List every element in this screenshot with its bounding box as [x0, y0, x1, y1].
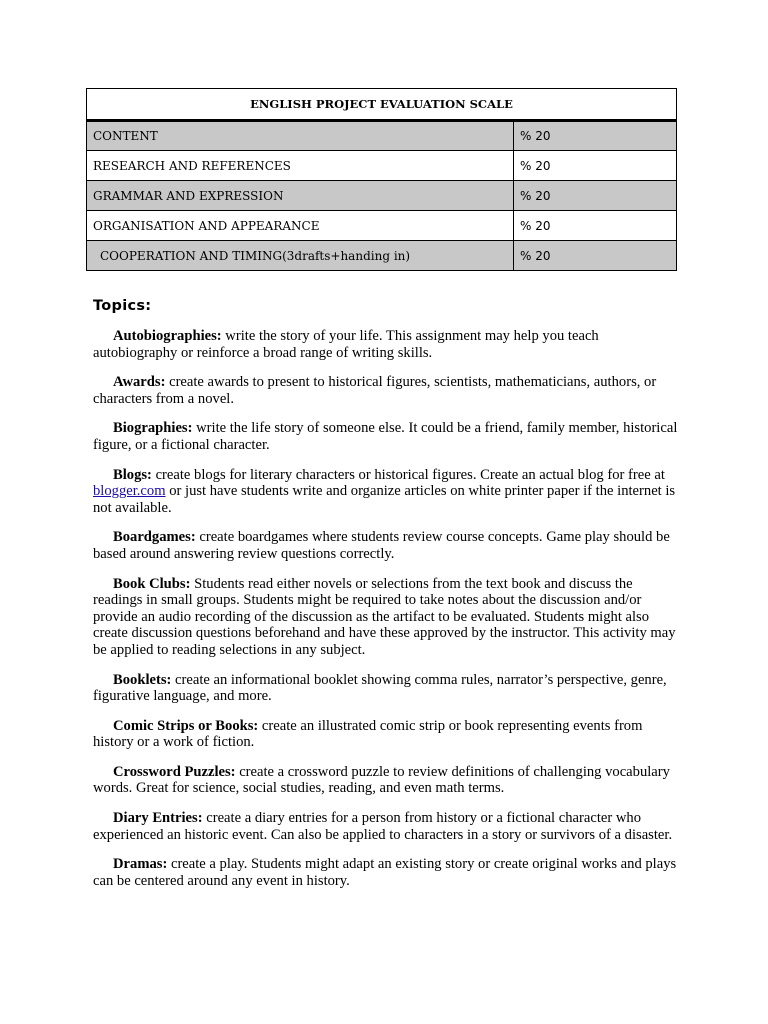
- topic-paragraph: [93, 467, 683, 517]
- topic-text: write the life story of someone else. It could be a friend, family member, historical figure, or a fictional character.: [93, 420, 678, 453]
- topic-paragraph: [93, 529, 683, 562]
- topic-paragraph: [93, 672, 683, 705]
- topic-text: write the story of your life. This assignment may help you teach autobiography or reinforce a broad range of writing skills.: [93, 328, 599, 361]
- table-row: [87, 241, 677, 271]
- table-row: [87, 211, 677, 241]
- topic-name: Boardgames:: [113, 529, 196, 546]
- topic-name: Crossword Puzzles:: [113, 763, 236, 780]
- topics-heading: Topics:: [93, 298, 152, 314]
- blogger-link[interactable]: blogger.com: [93, 483, 166, 500]
- weight-cell: % 20: [514, 151, 677, 181]
- table-row: [87, 181, 677, 211]
- topic-text: Students read either novels or selections from the text book and discuss the readings in small groups. Students might be required to take notes about the discussion and/or provide an audio recording of the discussion as the artifact to be evaluated. Students might also create discussion questions beforehand and have these approved by the instructor. This activity may be applied to reading selections in any subject.: [93, 575, 676, 658]
- topic-name: Autobiographies:: [113, 328, 222, 344]
- table-row: [87, 121, 677, 151]
- weight-cell: % 20: [514, 121, 677, 151]
- weight-cell: % 20: [514, 241, 677, 271]
- criterion-cell: COOPERATION AND TIMING(3drafts+handing in): [87, 241, 514, 271]
- topic-name: Dramas:: [113, 856, 168, 873]
- weight-cell: % 20: [514, 211, 677, 241]
- topic-paragraph: [93, 328, 683, 361]
- topic-paragraph: [93, 420, 683, 453]
- topic-name: Biographies:: [113, 420, 193, 437]
- topic-text-after-link: or just have students write and organize articles on white printer paper if the internet is not available.: [93, 483, 676, 516]
- table-header-row: [87, 89, 677, 121]
- topic-name: Book Clubs:: [113, 575, 191, 592]
- topic-text: create a diary entries for a person from history or a fictional character who experienced an historic event. Can also be applied to characters in a story or survivors of a disaster.: [93, 810, 673, 843]
- topic-name: Awards:: [113, 374, 166, 391]
- topic-text: create a play. Students might adapt an existing story or create original works and plays can be centered around any event in history.: [93, 856, 677, 889]
- weight-cell: % 20: [514, 181, 677, 211]
- criterion-cell: CONTENT: [87, 121, 514, 151]
- table-row: [87, 151, 677, 181]
- topic-name: Blogs:: [113, 466, 152, 483]
- topic-paragraph: [93, 856, 683, 889]
- topic-name: Diary Entries:: [113, 810, 203, 827]
- topic-paragraph: [93, 576, 683, 659]
- topic-paragraph: [93, 718, 683, 751]
- topic-text: create a crossword puzzle to review definitions of challenging vocabulary words. Great for science, social studies, reading, and even math terms.: [93, 763, 670, 797]
- topic-text: create awards to present to historical figures, scientists, mathematicians, authors, or characters from a novel.: [93, 374, 657, 407]
- criterion-cell: GRAMMAR AND EXPRESSION: [87, 181, 514, 211]
- topic-text: create an illustrated comic strip or book representing events from history or a work of fiction.: [93, 717, 643, 751]
- topics-list: [93, 328, 683, 902]
- topic-name: Booklets:: [113, 671, 172, 688]
- topic-paragraph: [93, 764, 683, 797]
- topic-text: create boardgames where students review course concepts. Game play should be based around answering review questions correctly.: [93, 529, 670, 562]
- table-title: ENGLISH PROJECT EVALUATION SCALE: [87, 89, 677, 121]
- evaluation-scale-table: [86, 88, 677, 271]
- criterion-cell: RESEARCH AND REFERENCES: [87, 151, 514, 181]
- topic-text: create an informational booklet showing comma rules, narrator’s perspective, genre, figurative language, and more.: [93, 671, 667, 705]
- criterion-cell: ORGANISATION AND APPEARANCE: [87, 211, 514, 241]
- topic-text: create blogs for literary characters or historical figures. Create an actual blog for free at: [151, 466, 665, 483]
- topic-paragraph: [93, 810, 683, 843]
- topic-paragraph: [93, 374, 683, 407]
- topic-name: Comic Strips or Books:: [113, 717, 259, 734]
